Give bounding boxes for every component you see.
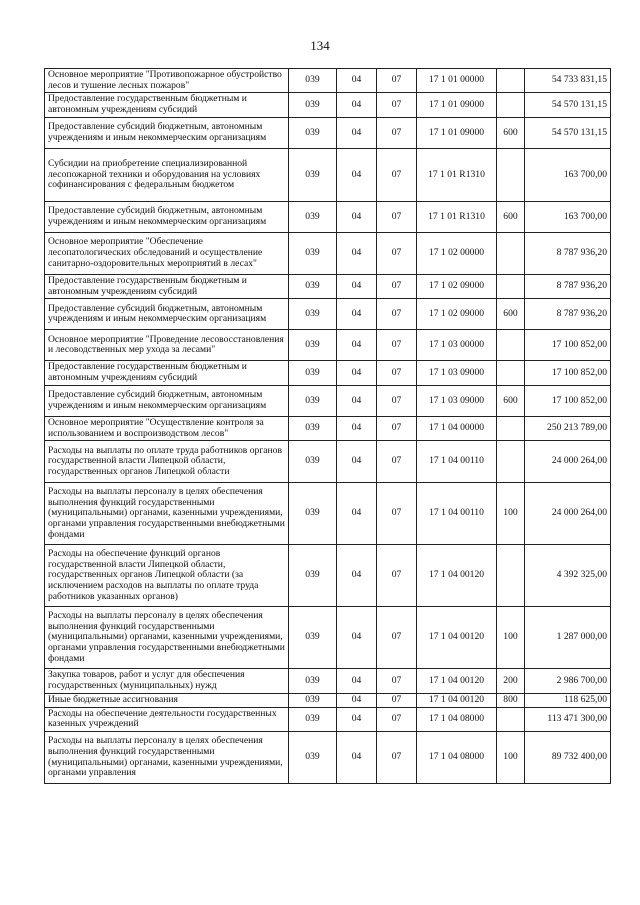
row-subsection-code: 07 bbox=[377, 232, 417, 274]
row-name: Основное мероприятие "Обеспечение лесопатологических обследований и осуществление санитарно-оздоровительных мероприятий в лесах" bbox=[45, 232, 289, 274]
row-target-code: 17 1 04 00120 bbox=[417, 545, 497, 607]
row-name: Предоставление субсидий бюджетным, автономным учреждениям и иным некоммерческим организациям bbox=[45, 117, 289, 148]
row-name: Субсидии на приобретение специализированной лесопожарной техники и оборудования на условиях софинансирования с федеральным бюджетом bbox=[45, 148, 289, 201]
table-row bbox=[45, 330, 611, 361]
row-amount: 17 100 852,00 bbox=[525, 330, 611, 361]
row-name: Расходы на обеспечение функций органов государственной власти Липецкой области, государственных органов Липецкой области (за исключением расходов на выплаты по оплате труда работников указанных органов) bbox=[45, 545, 289, 607]
row-expense-type: 200 bbox=[497, 669, 525, 693]
row-ministry-code: 039 bbox=[289, 69, 337, 93]
row-ministry-code: 039 bbox=[289, 483, 337, 545]
row-name: Закупка товаров, работ и услуг для обеспечения государственных (муниципальных) нужд bbox=[45, 669, 289, 693]
table-row bbox=[45, 69, 611, 93]
row-amount: 2 986 700,00 bbox=[525, 669, 611, 693]
row-name: Расходы на выплаты по оплате труда работников органов государственной власти Липецкой области, государственных органов Липецкой области bbox=[45, 441, 289, 483]
row-name: Расходы на выплаты персоналу в целях обеспечения выполнения функций государственными (муниципальными) органами, казенными учреждениями, органами управления bbox=[45, 732, 289, 784]
row-subsection-code: 07 bbox=[377, 416, 417, 440]
row-expense-type bbox=[497, 148, 525, 201]
row-ministry-code: 039 bbox=[289, 707, 337, 731]
row-target-code: 17 1 01 00000 bbox=[417, 69, 497, 93]
table-row bbox=[45, 274, 611, 298]
table-row bbox=[45, 361, 611, 385]
row-expense-type: 600 bbox=[497, 201, 525, 232]
table-row bbox=[45, 545, 611, 607]
row-amount: 113 471 300,00 bbox=[525, 707, 611, 731]
row-target-code: 17 1 02 00000 bbox=[417, 232, 497, 274]
row-section-code: 04 bbox=[337, 607, 377, 669]
row-amount: 163 700,00 bbox=[525, 201, 611, 232]
row-target-code: 17 1 03 00000 bbox=[417, 330, 497, 361]
row-subsection-code: 07 bbox=[377, 385, 417, 416]
row-subsection-code: 07 bbox=[377, 69, 417, 93]
row-target-code: 17 1 01 R1310 bbox=[417, 148, 497, 201]
row-ministry-code: 039 bbox=[289, 232, 337, 274]
row-ministry-code: 039 bbox=[289, 607, 337, 669]
row-name: Предоставление субсидий бюджетным, автономным учреждениям и иным некоммерческим организациям bbox=[45, 201, 289, 232]
row-section-code: 04 bbox=[337, 148, 377, 201]
row-ministry-code: 039 bbox=[289, 148, 337, 201]
row-ministry-code: 039 bbox=[289, 361, 337, 385]
table-row bbox=[45, 693, 611, 707]
row-amount: 54 570 131,15 bbox=[525, 117, 611, 148]
row-subsection-code: 07 bbox=[377, 707, 417, 731]
row-amount: 54 570 131,15 bbox=[525, 93, 611, 117]
row-section-code: 04 bbox=[337, 201, 377, 232]
table-row bbox=[45, 93, 611, 117]
row-expense-type bbox=[497, 330, 525, 361]
row-target-code: 17 1 04 00110 bbox=[417, 441, 497, 483]
row-expense-type bbox=[497, 416, 525, 440]
row-expense-type bbox=[497, 545, 525, 607]
row-expense-type: 600 bbox=[497, 299, 525, 330]
row-amount: 8 787 936,20 bbox=[525, 232, 611, 274]
row-section-code: 04 bbox=[337, 545, 377, 607]
row-expense-type bbox=[497, 69, 525, 93]
row-section-code: 04 bbox=[337, 117, 377, 148]
row-section-code: 04 bbox=[337, 93, 377, 117]
table-row bbox=[45, 299, 611, 330]
row-expense-type bbox=[497, 441, 525, 483]
row-name: Предоставление субсидий бюджетным, автономным учреждениям и иным некоммерческим организациям bbox=[45, 385, 289, 416]
row-ministry-code: 039 bbox=[289, 274, 337, 298]
row-ministry-code: 039 bbox=[289, 330, 337, 361]
row-ministry-code: 039 bbox=[289, 441, 337, 483]
row-subsection-code: 07 bbox=[377, 93, 417, 117]
row-subsection-code: 07 bbox=[377, 732, 417, 784]
row-ministry-code: 039 bbox=[289, 117, 337, 148]
row-section-code: 04 bbox=[337, 274, 377, 298]
row-amount: 250 213 789,00 bbox=[525, 416, 611, 440]
row-expense-type bbox=[497, 274, 525, 298]
row-ministry-code: 039 bbox=[289, 416, 337, 440]
row-target-code: 17 1 01 R1310 bbox=[417, 201, 497, 232]
row-subsection-code: 07 bbox=[377, 201, 417, 232]
table-row bbox=[45, 385, 611, 416]
table-row bbox=[45, 416, 611, 440]
row-ministry-code: 039 bbox=[289, 693, 337, 707]
row-amount: 24 000 264,00 bbox=[525, 441, 611, 483]
table-row bbox=[45, 732, 611, 784]
row-amount: 163 700,00 bbox=[525, 148, 611, 201]
table-row bbox=[45, 201, 611, 232]
row-amount: 118 625,00 bbox=[525, 693, 611, 707]
row-name: Предоставление субсидий бюджетным, автономным учреждениям и иным некоммерческим организациям bbox=[45, 299, 289, 330]
table-row bbox=[45, 232, 611, 274]
row-section-code: 04 bbox=[337, 732, 377, 784]
row-subsection-code: 07 bbox=[377, 693, 417, 707]
row-target-code: 17 1 02 09000 bbox=[417, 274, 497, 298]
row-subsection-code: 07 bbox=[377, 299, 417, 330]
row-target-code: 17 1 01 09000 bbox=[417, 117, 497, 148]
row-expense-type bbox=[497, 361, 525, 385]
table-row bbox=[45, 483, 611, 545]
row-amount: 24 000 264,00 bbox=[525, 483, 611, 545]
row-target-code: 17 1 03 09000 bbox=[417, 385, 497, 416]
row-section-code: 04 bbox=[337, 385, 377, 416]
row-expense-type: 100 bbox=[497, 483, 525, 545]
row-subsection-code: 07 bbox=[377, 441, 417, 483]
row-ministry-code: 039 bbox=[289, 732, 337, 784]
row-name: Расходы на выплаты персоналу в целях обеспечения выполнения функций государственными (муниципальными) органами, казенными учреждениями, органами управления государственными внебюджетными фондами bbox=[45, 483, 289, 545]
page-number: 134 bbox=[310, 38, 330, 53]
table-row bbox=[45, 117, 611, 148]
row-expense-type: 600 bbox=[497, 117, 525, 148]
row-subsection-code: 07 bbox=[377, 117, 417, 148]
row-subsection-code: 07 bbox=[377, 274, 417, 298]
row-target-code: 17 1 04 00110 bbox=[417, 483, 497, 545]
row-expense-type bbox=[497, 707, 525, 731]
row-section-code: 04 bbox=[337, 693, 377, 707]
budget-table-body bbox=[45, 69, 611, 784]
row-name: Предоставление государственным бюджетным и автономным учреждениям субсидий bbox=[45, 274, 289, 298]
table-row bbox=[45, 441, 611, 483]
row-target-code: 17 1 01 09000 bbox=[417, 93, 497, 117]
budget-table bbox=[44, 68, 611, 784]
row-target-code: 17 1 03 09000 bbox=[417, 361, 497, 385]
row-amount: 17 100 852,00 bbox=[525, 385, 611, 416]
row-expense-type: 100 bbox=[497, 607, 525, 669]
row-section-code: 04 bbox=[337, 330, 377, 361]
table-row bbox=[45, 148, 611, 201]
row-subsection-code: 07 bbox=[377, 148, 417, 201]
row-subsection-code: 07 bbox=[377, 361, 417, 385]
row-ministry-code: 039 bbox=[289, 201, 337, 232]
row-section-code: 04 bbox=[337, 299, 377, 330]
row-subsection-code: 07 bbox=[377, 330, 417, 361]
row-subsection-code: 07 bbox=[377, 483, 417, 545]
table-row bbox=[45, 607, 611, 669]
table-row bbox=[45, 707, 611, 731]
row-ministry-code: 039 bbox=[289, 299, 337, 330]
row-section-code: 04 bbox=[337, 483, 377, 545]
row-target-code: 17 1 04 08000 bbox=[417, 732, 497, 784]
row-target-code: 17 1 04 00000 bbox=[417, 416, 497, 440]
row-name: Предоставление государственным бюджетным и автономным учреждениям субсидий bbox=[45, 93, 289, 117]
row-expense-type: 600 bbox=[497, 385, 525, 416]
row-target-code: 17 1 04 00120 bbox=[417, 693, 497, 707]
row-section-code: 04 bbox=[337, 69, 377, 93]
row-name: Иные бюджетные ассигнования bbox=[45, 693, 289, 707]
row-subsection-code: 07 bbox=[377, 545, 417, 607]
row-expense-type bbox=[497, 93, 525, 117]
row-target-code: 17 1 04 00120 bbox=[417, 669, 497, 693]
row-amount: 54 733 831,15 bbox=[525, 69, 611, 93]
row-expense-type: 800 bbox=[497, 693, 525, 707]
row-subsection-code: 07 bbox=[377, 669, 417, 693]
row-amount: 89 732 400,00 bbox=[525, 732, 611, 784]
table-row bbox=[45, 669, 611, 693]
row-ministry-code: 039 bbox=[289, 545, 337, 607]
row-expense-type: 100 bbox=[497, 732, 525, 784]
row-amount: 8 787 936,20 bbox=[525, 299, 611, 330]
row-target-code: 17 1 04 08000 bbox=[417, 707, 497, 731]
row-subsection-code: 07 bbox=[377, 607, 417, 669]
row-name: Предоставление государственным бюджетным и автономным учреждениям субсидий bbox=[45, 361, 289, 385]
row-amount: 17 100 852,00 bbox=[525, 361, 611, 385]
row-ministry-code: 039 bbox=[289, 669, 337, 693]
row-section-code: 04 bbox=[337, 707, 377, 731]
row-name: Расходы на выплаты персоналу в целях обеспечения выполнения функций государственными (муниципальными) органами, казенными учреждениями, органами управления государственными внебюджетными фондами bbox=[45, 607, 289, 669]
row-section-code: 04 bbox=[337, 232, 377, 274]
row-ministry-code: 039 bbox=[289, 385, 337, 416]
row-ministry-code: 039 bbox=[289, 93, 337, 117]
row-target-code: 17 1 04 00120 bbox=[417, 607, 497, 669]
row-amount: 4 392 325,00 bbox=[525, 545, 611, 607]
row-section-code: 04 bbox=[337, 361, 377, 385]
row-name: Основное мероприятие "Проведение лесовосстановления и лесоводственных мер ухода за лесами" bbox=[45, 330, 289, 361]
row-target-code: 17 1 02 09000 bbox=[417, 299, 497, 330]
row-section-code: 04 bbox=[337, 669, 377, 693]
row-name: Расходы на обеспечение деятельности государственных казенных учреждений bbox=[45, 707, 289, 731]
row-amount: 1 287 000,00 bbox=[525, 607, 611, 669]
row-name: Основное мероприятие "Осуществление контроля за использованием и воспроизводством лесов" bbox=[45, 416, 289, 440]
row-section-code: 04 bbox=[337, 416, 377, 440]
row-section-code: 04 bbox=[337, 441, 377, 483]
row-amount: 8 787 936,20 bbox=[525, 274, 611, 298]
row-expense-type bbox=[497, 232, 525, 274]
row-name: Основное мероприятие "Противопожарное обустройство лесов и тушение лесных пожаров" bbox=[45, 69, 289, 93]
